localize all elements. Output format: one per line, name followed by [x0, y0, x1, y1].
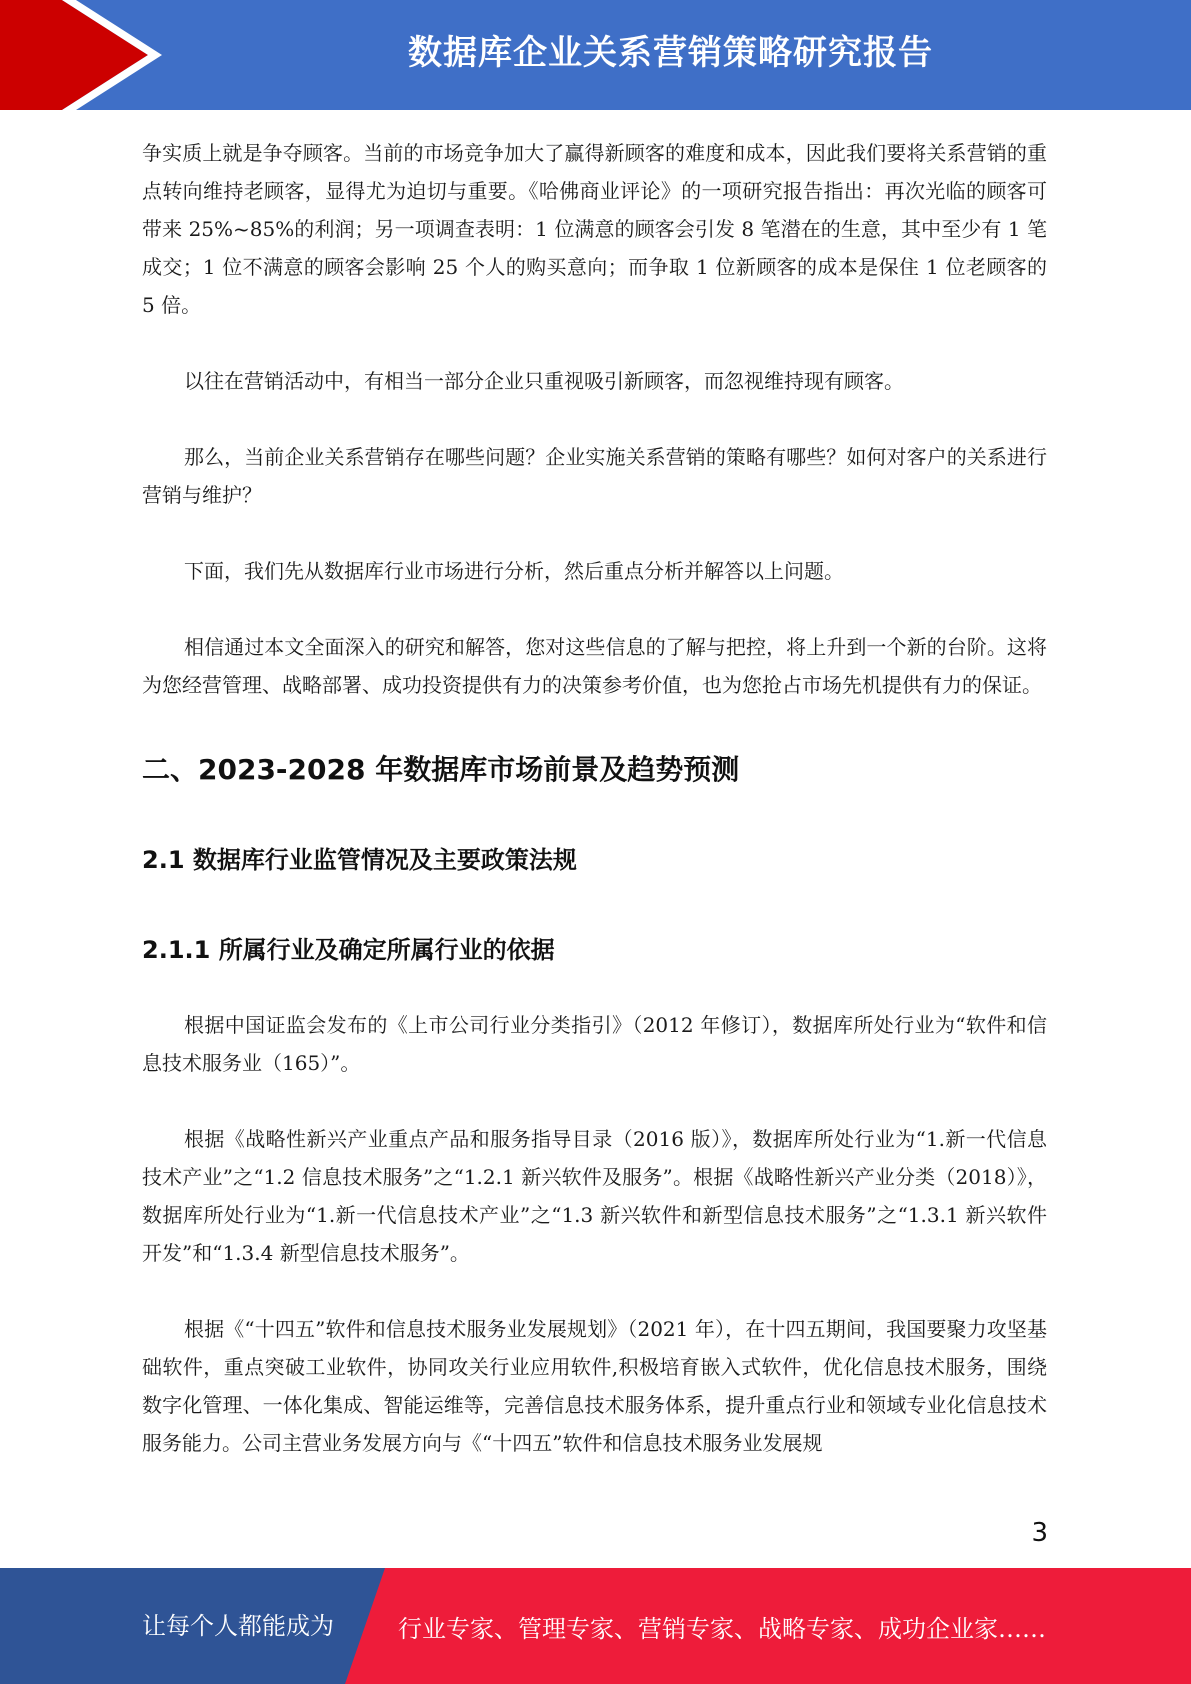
paragraph: 以往在营销活动中，有相当一部分企业只重视吸引新顾客，而忽视维持现有顾客。	[184, 369, 904, 393]
section-heading: 二、2023-2028 年数据库市场前景及趋势预测	[142, 753, 740, 786]
document-title: 数据库企业关系营销策略研究报告	[408, 33, 933, 73]
page-body	[142, 134, 1047, 1462]
paragraph: 相信通过本文全面深入的研究和解答，您对这些信息的了解与把控，将上升到一个新的台阶。这将为您经营管理、战略部署、成功投资提供有力的决策参考价值，也为您抢占市场先机提供有力的保证。	[142, 635, 1047, 697]
paragraph: 下面，我们先从数据库行业市场进行分析，然后重点分析并解答以上问题。	[184, 559, 844, 583]
footer-slogan-right: 行业专家、管理专家、营销专家、战略专家、成功企业家……	[398, 1615, 1046, 1643]
paragraph: 根据《“十四五”软件和信息技术服务业发展规划》（2021 年），在十四五期间，我国要聚力攻坚基础软件，重点突破工业软件，协同攻关行业应用软件,积极培育嵌入式软件，优化信息技术服务，围绕数字化管理、一体化集成、智能运维等，完善信息技术服务体系，提升重点行业和领域专业化信息技术服务能力。公司主营业务发展方向与《“十四五”软件和信息技术服务业发展规	[142, 1317, 1047, 1455]
footer-banner	[0, 1568, 1191, 1684]
paragraph: 根据《战略性新兴产业重点产品和服务指导目录（2016 版）》，数据库所处行业为“1.新一代信息技术产业”之“1.2 信息技术服务”之“1.2.1 新兴软件及服务”。根据《战略性新兴产业分类（2018）》，数据库所处行业为“1.新一代信息技术产业”之“1.3 新兴软件和新型信息技术服务”之“1.3.1 新兴软件开发”和“1.3.4 新型信息技术服务”。	[142, 1127, 1047, 1265]
subsubsection-heading: 2.1.1 所属行业及确定所属行业的依据	[142, 936, 555, 964]
paragraph: 争实质上就是争夺顾客。当前的市场竞争加大了赢得新顾客的难度和成本，因此我们要将关系营销的重点转向维持老顾客，显得尤为迫切与重要。《哈佛商业评论》的一项研究报告指出：再次光临的顾客可带来 25%~85%的利润；另一项调查表明：1 位满意的顾客会引发 8 笔潜在的生意，其中至少有 1 笔成交；1 位不满意的顾客会影响 25 个人的购买意向；而争取 1 位新顾客的成本是保住 1 位老顾客的 5 倍。	[142, 141, 1047, 317]
paragraph: 根据中国证监会发布的《上市公司行业分类指引》（2012 年修订），数据库所处行业为“软件和信息技术服务业（165）”。	[142, 1013, 1047, 1075]
header-banner	[0, 0, 1191, 110]
header-red-chevron	[0, 0, 148, 110]
page-number: 3	[1031, 1518, 1048, 1548]
footer-slogan-left: 让每个人都能成为	[142, 1612, 334, 1640]
subsection-heading: 2.1 数据库行业监管情况及主要政策法规	[142, 846, 577, 874]
paragraph: 那么，当前企业关系营销存在哪些问题？企业实施关系营销的策略有哪些？如何对客户的关系进行营销与维护？	[142, 445, 1047, 507]
